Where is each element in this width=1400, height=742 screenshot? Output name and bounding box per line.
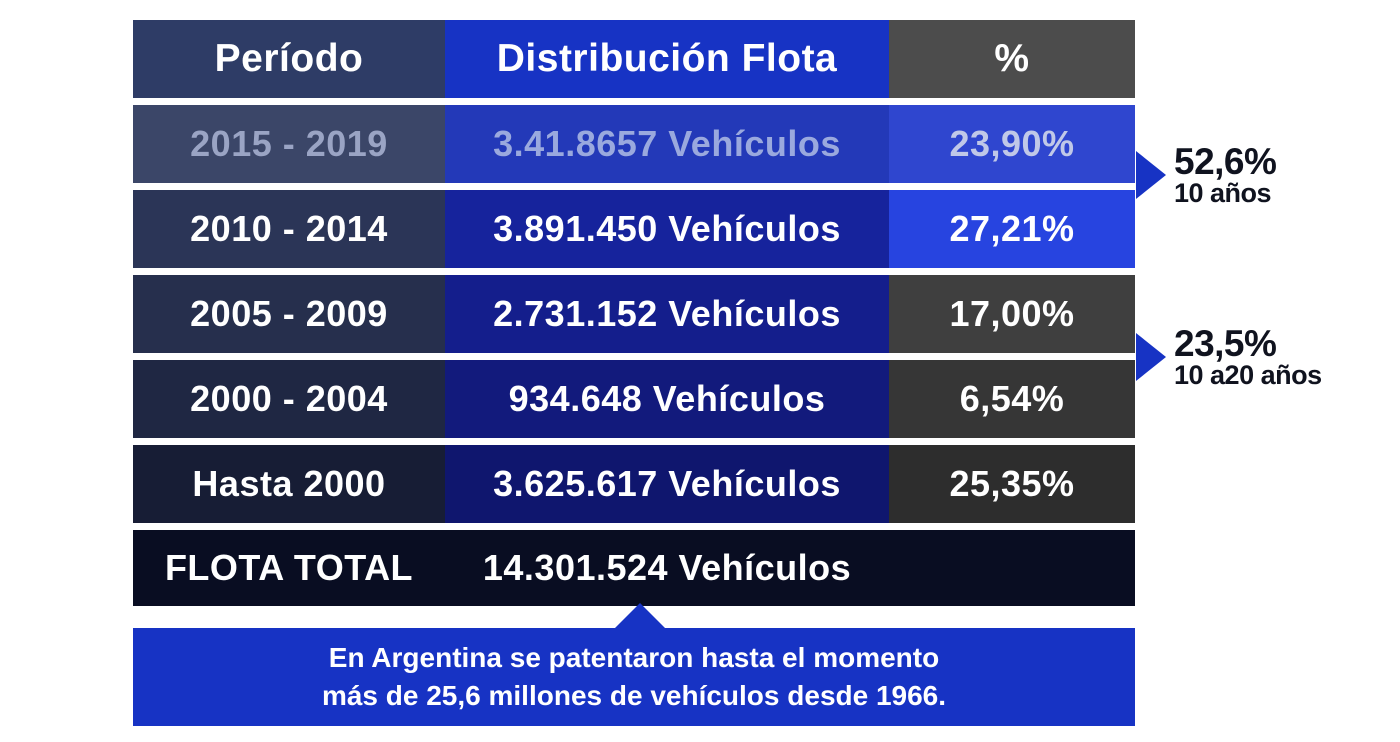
callout-text — [1174, 325, 1322, 389]
cell-percent: 6,54% — [889, 360, 1135, 438]
footer-notch-icon — [614, 603, 666, 629]
callout-label: 10 a20 años — [1174, 360, 1322, 390]
footer-line-1: En Argentina se patentaron hasta el momento — [328, 642, 940, 674]
total-label: FLOTA TOTAL — [133, 530, 445, 606]
table-row — [133, 190, 1135, 268]
footer-banner — [133, 628, 1135, 726]
cell-distribution: 3.625.617 Vehículos — [445, 445, 889, 523]
triangle-right-icon — [1136, 151, 1166, 199]
cell-percent: 23,90% — [889, 105, 1135, 183]
cell-percent: 17,00% — [889, 275, 1135, 353]
table-row — [133, 360, 1135, 438]
callout-10-anios — [1136, 143, 1276, 207]
total-distribution: 14.301.524 Vehículos — [445, 530, 889, 606]
cell-period: Hasta 2000 — [133, 445, 445, 523]
table-row — [133, 105, 1135, 183]
callout-text — [1174, 143, 1276, 207]
cell-distribution: 934.648 Vehículos — [445, 360, 889, 438]
column-header-distribution: Distribución Flota — [445, 20, 889, 98]
callout-value: 52,6% — [1174, 141, 1277, 182]
footer-line-2: más de 25,6 millones de vehículos desde 1966. — [321, 680, 947, 711]
cell-distribution: 3.891.450 Vehículos — [445, 190, 889, 268]
cell-percent: 25,35% — [889, 445, 1135, 523]
cell-period: 2000 - 2004 — [133, 360, 445, 438]
cell-distribution: 3.41.8657 Vehículos — [445, 105, 889, 183]
table-row — [133, 445, 1135, 523]
callout-value: 23,5% — [1174, 323, 1277, 364]
cell-distribution: 2.731.152 Vehículos — [445, 275, 889, 353]
table-row — [133, 275, 1135, 353]
cell-percent: 27,21% — [889, 190, 1135, 268]
callout-10-a-20-anios — [1136, 325, 1322, 389]
column-header-percent: % — [889, 20, 1135, 98]
table-total-row — [133, 530, 1135, 606]
callout-label: 10 años — [1174, 178, 1272, 208]
fleet-distribution-table — [133, 20, 1135, 606]
triangle-right-icon — [1136, 333, 1166, 381]
cell-period: 2005 - 2009 — [133, 275, 445, 353]
cell-period: 2010 - 2014 — [133, 190, 445, 268]
table-header-row — [133, 20, 1135, 98]
cell-period: 2015 - 2019 — [133, 105, 445, 183]
total-percent — [889, 530, 1135, 606]
column-header-period: Período — [133, 20, 445, 98]
